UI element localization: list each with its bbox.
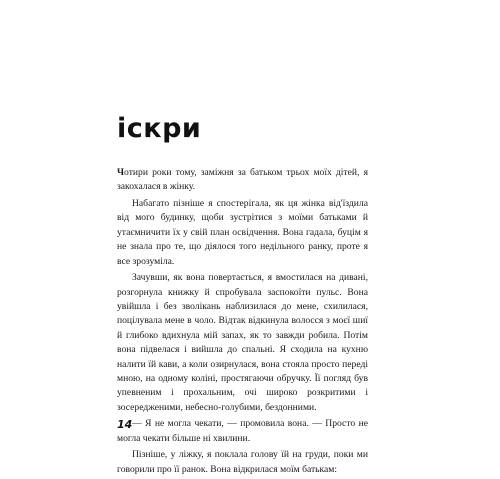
chapter-title: іскри (117, 113, 202, 144)
drop-initial: Ч (117, 167, 125, 178)
paragraph-4: — Я не могла чекати, — промовила вона. — Просто не могла чекати більше ні хвилини. (117, 418, 368, 444)
paragraph-5: Пізніше, у ліжку, я поклала голову їй на груди, поки ми говорили про її ранок. Вона відкрилася моїм батькам: (117, 449, 368, 475)
body-text (117, 166, 368, 479)
paragraph-2: Набагато пізніше я спостерігала, як ця жінка від'їздила від мого будинку, щоби зустрітися з моїми батьками й утаємничити їх у свій план освідчення. Вона гадала, буцім я не знала про те, що діялося того недільного ранку, проте я все зрозуміла. (117, 198, 368, 267)
paragraph-1 (117, 166, 368, 195)
paragraph-3: Зачувши, як вона повертається, я вмостилася на дивані, розгорнула книжку й спробувала заспокоїти пульс. Вона увійшла і без зволікань наблизилася до мене, схилилася, поцілувала мене в чоло. Відтак відкинула волосся з моєї шиї й глибоко вдихнула мій запах, як то завжди робила. Потім вона підвелася і вийшла до спальні. Я сходила на кухню налити їй кави, а коли озирнулася, вона стояла просто переді мною, на одному коліні, простягаючи обручку. Її погляд був упевненим і прохальним, очі широко розкритими і зосередженими, небесно-голубими, бездонними. (117, 272, 368, 413)
paragraph-1-text: отири роки тому, заміжня за батьком трьох моїх дітей, я закохалася в жінку. (117, 167, 368, 193)
page-number: 14 (117, 418, 133, 431)
